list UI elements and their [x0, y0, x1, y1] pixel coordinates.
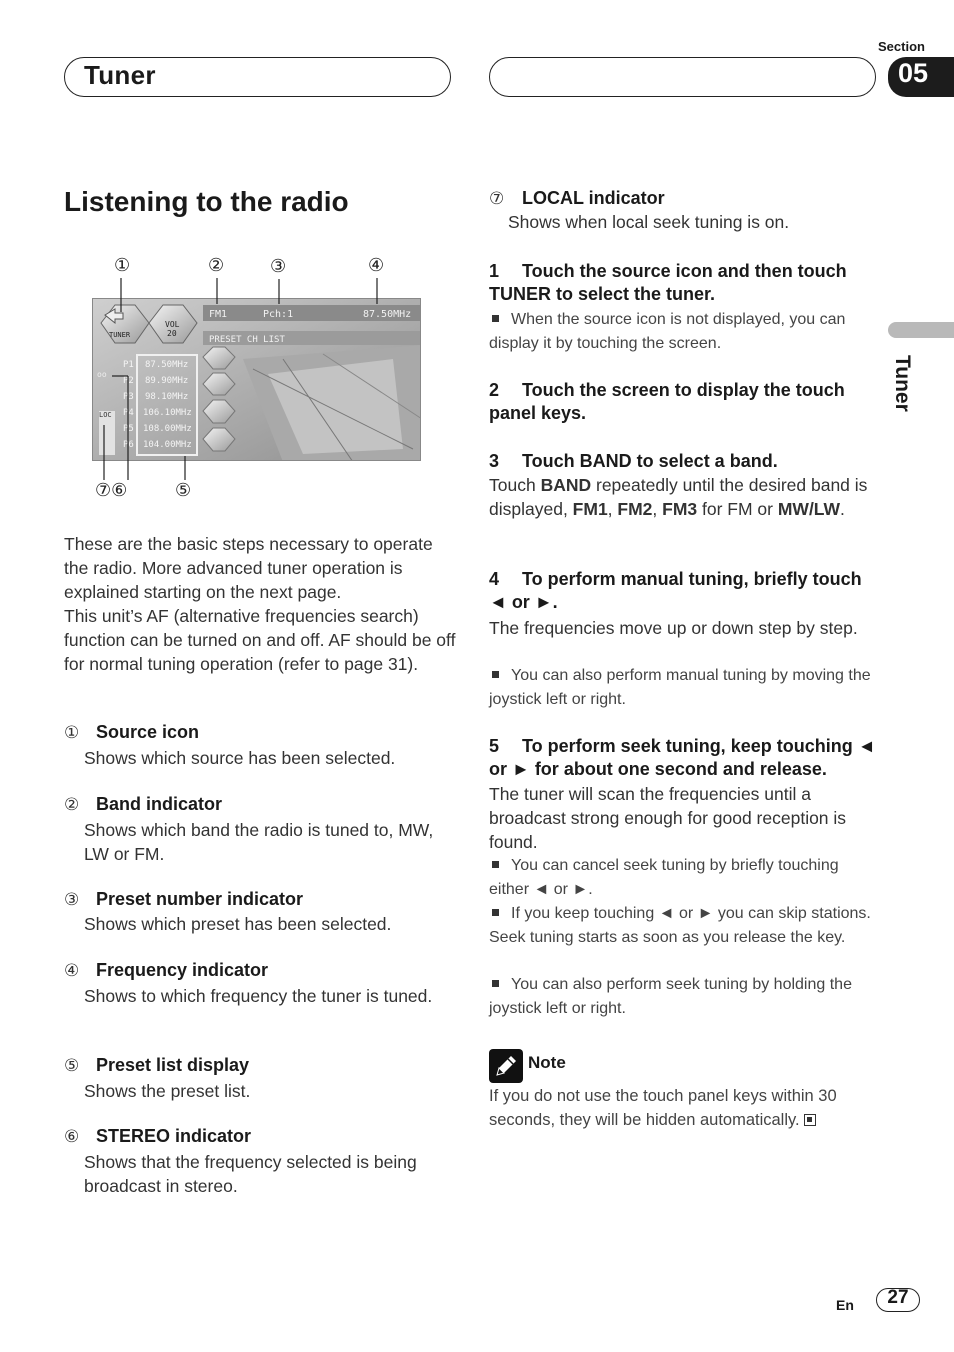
- step-5-bullet-1: [489, 854, 881, 902]
- item-title-preset-list: Preset list display: [96, 1055, 250, 1075]
- bullet-square-icon: [492, 909, 499, 916]
- band-key-label: BAND: [540, 475, 592, 495]
- item-number: ⑤: [64, 1056, 80, 1075]
- preset-ch-3: P3: [123, 392, 134, 402]
- step-5-text: To perform seek tuning, keep touching ◄ or ► for about one second and release.: [489, 736, 876, 779]
- item-title-preset-number: Preset number indicator: [96, 889, 304, 909]
- item-title-band-indicator: Band indicator: [96, 794, 223, 814]
- bullet-square-icon: [492, 861, 499, 868]
- step-1-text: Touch the source icon and then touch TUNER to select the tuner.: [489, 261, 847, 304]
- step-1-bullet: [489, 308, 881, 356]
- side-tab-label: Tuner: [891, 355, 914, 412]
- body-text: .: [840, 499, 845, 519]
- section-label: Section: [878, 39, 925, 54]
- radio-screen-illustration: [93, 299, 421, 461]
- step-5-bullet-3: [489, 973, 881, 1021]
- bullet-text: You can also perform manual tuning by moving the joystick left or right.: [489, 667, 871, 708]
- step-4-body: The frequencies move up or down step by step.: [489, 618, 858, 638]
- bullet-text: You can also perform seek tuning by holding the joystick left or right.: [489, 976, 852, 1017]
- preset-ch-4: P4: [123, 408, 134, 418]
- step-number: 3: [489, 451, 500, 471]
- item-desc-stereo: Shows that the frequency selected is being broadcast in stereo.: [84, 1152, 417, 1196]
- step-5-heading: [489, 735, 881, 781]
- item-title-source-icon: Source icon: [96, 722, 200, 742]
- item-number: ③: [64, 890, 80, 909]
- item-desc-preset-list: Shows the preset list.: [84, 1081, 251, 1101]
- step-5-body: The tuner will scan the frequencies until a broadcast strong enough for good reception is found.: [489, 784, 847, 852]
- item-number: ⑥: [64, 1127, 80, 1146]
- step-5-bullet-2: [489, 902, 881, 950]
- header-title: Tuner: [84, 60, 156, 90]
- figure-callout-4: ④: [368, 255, 385, 275]
- end-mark-icon: [804, 1114, 816, 1126]
- step-4-bullet: [489, 664, 881, 712]
- screen-stereo-indicator: oo: [97, 370, 107, 379]
- radio-screen-figure: [92, 298, 421, 461]
- bullet-square-icon: [492, 671, 499, 678]
- body-text: for FM or: [697, 499, 778, 519]
- screen-vol-value: 20: [167, 329, 177, 338]
- step-2-heading: [489, 379, 881, 425]
- body-text: ,: [607, 499, 618, 519]
- item-title-local: LOCAL indicator: [522, 188, 665, 208]
- item-desc-source-icon: Shows which source has been selected.: [84, 748, 396, 768]
- preset-freq-6: 104.00MHz: [143, 440, 192, 450]
- screen-source-label: TUNER: [109, 331, 131, 339]
- item-desc-band-indicator: Shows which band the radio is tuned to, MW, LW or FM.: [84, 820, 434, 864]
- side-tab-marker: [888, 322, 954, 338]
- step-4-text: To perform manual tuning, briefly touch ◄ or ►.: [489, 569, 862, 612]
- figure-callout-1: ①: [114, 255, 131, 275]
- figure-callout-7-6: ⑦⑥: [95, 480, 128, 500]
- preset-ch-2: P2: [123, 376, 134, 386]
- page-title: Listening to the radio: [64, 186, 349, 217]
- language-code: En: [836, 1297, 854, 1313]
- item-number: ⑦: [489, 189, 505, 208]
- header-right-frame: [489, 57, 876, 97]
- step-number: 2: [489, 380, 500, 400]
- preset-freq-1: 87.50MHz: [145, 360, 189, 370]
- intro-paragraph-1: These are the basic steps necessary to operate the radio. More advanced tuner operation is explained starting on the next page.: [64, 534, 433, 602]
- item-title-frequency: Frequency indicator: [96, 960, 269, 980]
- body-text: repeatedly until the desired band is displayed,: [489, 475, 868, 519]
- note-body: [489, 1084, 881, 1132]
- note-icon: [489, 1049, 523, 1083]
- step-number: 4: [489, 569, 500, 589]
- preset-freq-3: 98.10MHz: [145, 392, 189, 402]
- band-mw-lw: MW/LW: [777, 499, 841, 519]
- item-desc-local: Shows when local seek tuning is on.: [508, 212, 790, 232]
- preset-ch-5: P5: [123, 424, 134, 434]
- item-number: ④: [64, 961, 80, 980]
- screen-list-title: PRESET CH LIST: [209, 335, 285, 345]
- item-desc-preset-number: Shows which preset has been selected.: [84, 914, 392, 934]
- body-text: ,: [652, 499, 663, 519]
- bullet-square-icon: [492, 980, 499, 987]
- preset-freq-5: 108.00MHz: [143, 424, 192, 434]
- figure-callout-3: ③: [270, 256, 287, 276]
- step-3-body: [489, 473, 881, 521]
- bullet-text: When the source icon is not displayed, you can display it by touching the screen.: [489, 311, 846, 352]
- preset-freq-2: 89.90MHz: [145, 376, 189, 386]
- bullet-text: You can cancel seek tuning by briefly touching either ◄ or ►.: [489, 857, 839, 898]
- screen-frequency: 87.50MHz: [363, 309, 412, 320]
- body-text: Touch: [489, 475, 541, 495]
- bullet-square-icon: [492, 315, 499, 322]
- section-number: 05: [898, 58, 929, 88]
- step-1-heading: [489, 260, 881, 306]
- page-number: 27: [887, 1287, 909, 1308]
- band-fm1: FM1: [572, 499, 608, 519]
- screen-local-indicator: LOC: [99, 411, 112, 419]
- step-2-text: Touch the screen to display the touch panel keys.: [489, 380, 845, 423]
- step-3-heading: [489, 450, 881, 473]
- preset-ch-1: P1: [123, 360, 134, 370]
- item-number: ①: [64, 723, 80, 742]
- preset-freq-4: 106.10MHz: [143, 408, 192, 418]
- step-number: 1: [489, 261, 500, 281]
- preset-ch-6: P6: [123, 440, 134, 450]
- screen-vol-label: VOL: [165, 320, 180, 329]
- screen-preset: Pch:1: [263, 309, 294, 320]
- screen-band: FM1: [209, 309, 228, 320]
- figure-callout-2: ②: [208, 255, 225, 275]
- intro-paragraph-2: This unit’s AF (alternative frequencies search) function can be turned on and off. AF should be off for normal tuning operation (refer to page 31).: [64, 606, 456, 674]
- bullet-text: If you keep touching ◄ or ► you can skip stations. Seek tuning starts as soon as you release the key.: [489, 905, 871, 946]
- band-fm2: FM2: [617, 499, 653, 519]
- band-fm3: FM3: [662, 499, 698, 519]
- item-desc-frequency: Shows to which frequency the tuner is tuned.: [84, 986, 433, 1006]
- note-label: Note: [528, 1053, 566, 1072]
- step-3-text: Touch BAND to select a band.: [522, 451, 778, 471]
- figure-callout-5: ⑤: [175, 480, 192, 500]
- item-number: ②: [64, 795, 80, 814]
- note-text: If you do not use the touch panel keys within 30 seconds, they will be hidden automatically.: [489, 1087, 837, 1129]
- step-number: 5: [489, 736, 500, 756]
- item-title-stereo: STEREO indicator: [96, 1126, 252, 1146]
- step-4-heading: [489, 568, 881, 614]
